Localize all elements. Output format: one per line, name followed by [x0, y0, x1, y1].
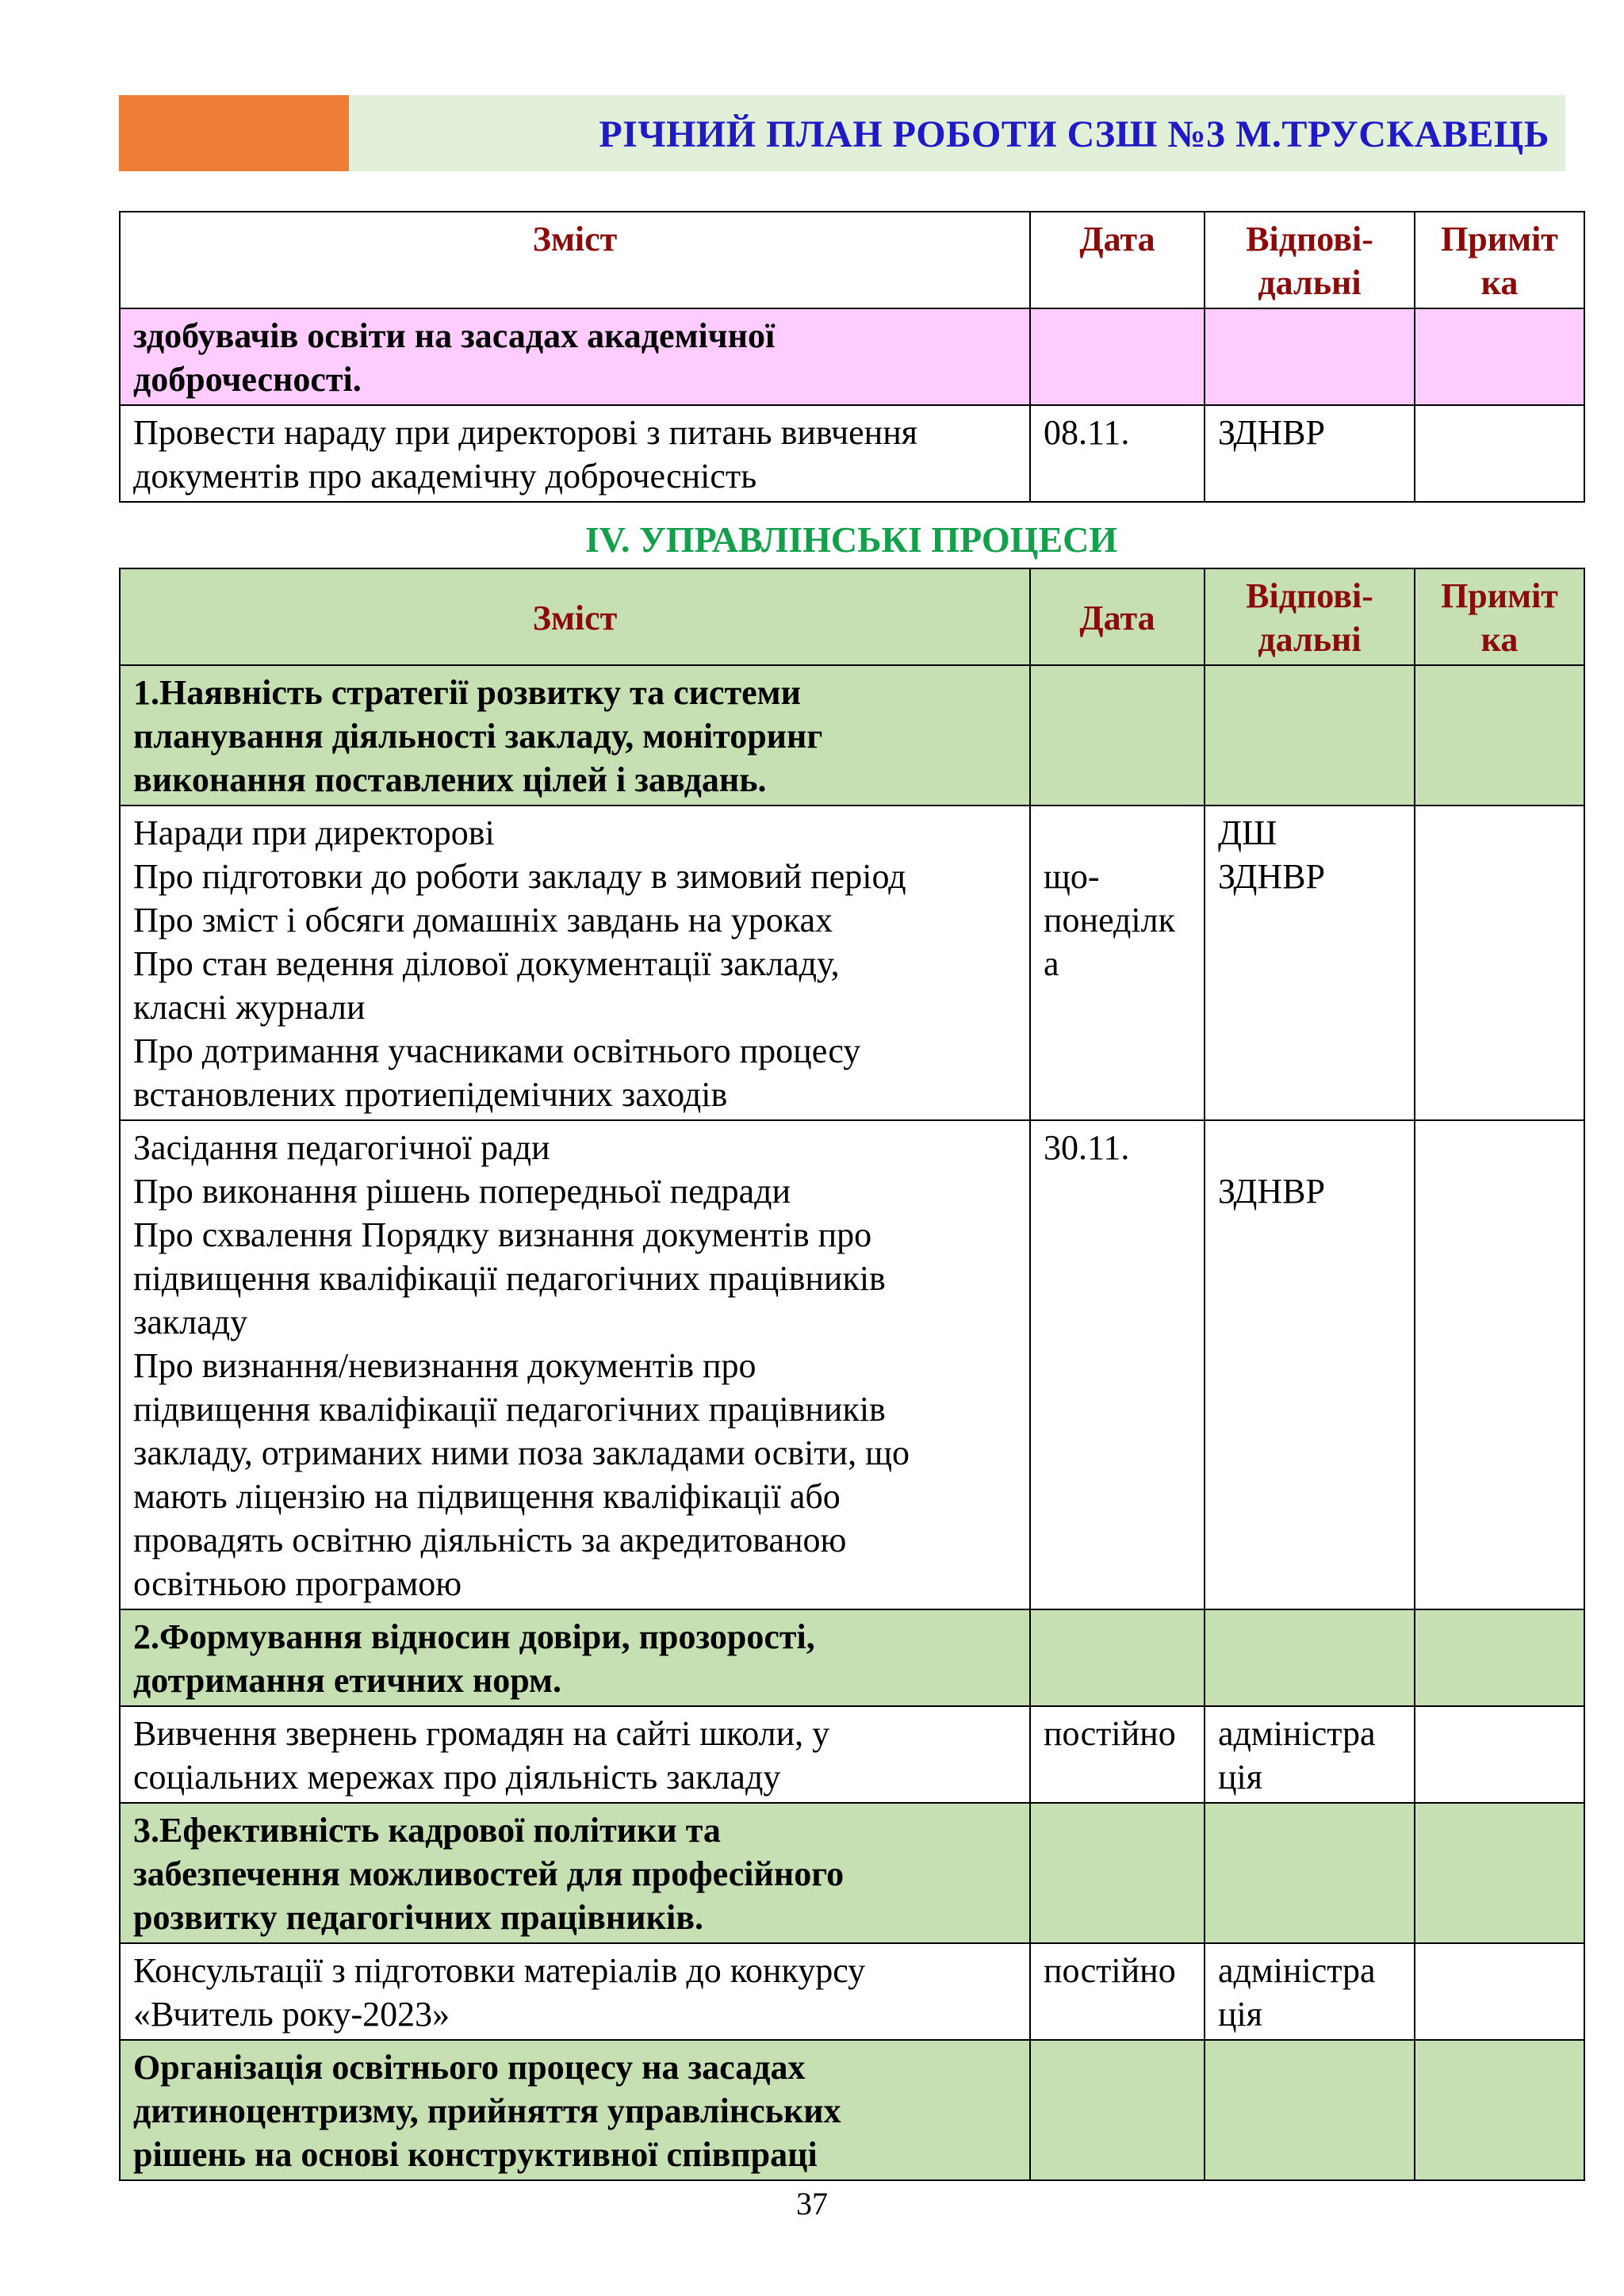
note-cell — [1415, 308, 1584, 405]
section-cell: Організація освітнього процесу на засадах дитиноцентризму, прийняття управлінських рішень на основі конструктивної співпраці — [120, 2040, 1030, 2180]
note-cell — [1415, 1120, 1584, 1609]
section-cell: 1.Наявність стратегії розвитку та системи планування діяльності закладу, моніторинг виконання поставлених цілей і завдань. — [120, 665, 1030, 806]
date-cell — [1030, 1803, 1205, 1943]
header-orange-block — [119, 95, 349, 171]
table-row — [120, 665, 1584, 806]
date-cell — [1030, 1609, 1205, 1706]
page-header — [119, 95, 1565, 171]
date-cell: 30.11. — [1030, 1120, 1205, 1609]
date-cell — [1030, 665, 1205, 806]
table-row — [120, 308, 1584, 405]
date-cell: що- понеділк а — [1030, 806, 1205, 1120]
date-cell: постійно — [1030, 1943, 1205, 2040]
responsible-cell — [1205, 1803, 1415, 1943]
content-cell: Провести нараду при директорові з питань вивчення документів про академічну доброчесність — [120, 405, 1030, 502]
responsible-cell — [1205, 308, 1415, 405]
col-header-responsible: Відпові- дальні — [1205, 212, 1415, 308]
note-cell — [1415, 1943, 1584, 2040]
section-cell: 3.Ефективність кадрової політики та забезпечення можливостей для професійного розвитку педагогічних працівників. — [120, 1803, 1030, 1943]
note-cell — [1415, 1803, 1584, 1943]
responsible-cell: ДШ ЗДНВР — [1205, 806, 1415, 1120]
note-cell — [1415, 1706, 1584, 1803]
col-header-note: Приміт ка — [1415, 568, 1584, 665]
table-row — [120, 1706, 1584, 1803]
date-cell: 08.11. — [1030, 405, 1205, 502]
date-cell — [1030, 2040, 1205, 2180]
col-header-content: Зміст — [120, 568, 1030, 665]
note-cell — [1415, 665, 1584, 806]
table-row — [120, 405, 1584, 502]
page-number: 37 — [796, 2186, 828, 2221]
table-row — [120, 1943, 1584, 2040]
table-row — [120, 806, 1584, 1120]
plan-table-2 — [119, 568, 1585, 2181]
responsible-cell: адміністра ція — [1205, 1943, 1415, 2040]
content-cell: Наради при директорові Про підготовки до роботи закладу в зимовий період Про зміст і обсяги домашніх завдань на уроках Про стан ведення ділової документації закладу, класні журнали Про дотримання учасниками освітнього процесу встановлених протиепідемічних заходів — [120, 806, 1030, 1120]
table-row — [120, 1609, 1584, 1706]
responsible-cell — [1205, 665, 1415, 806]
responsible-cell: ЗДНВР — [1205, 405, 1415, 502]
responsible-cell — [1205, 1609, 1415, 1706]
section-cell: здобувачів освіти на засадах академічної доброчесності. — [120, 308, 1030, 405]
col-header-date: Дата — [1030, 568, 1205, 665]
header-green-block — [349, 95, 1565, 171]
table-row — [120, 2040, 1584, 2180]
date-cell — [1030, 308, 1205, 405]
note-cell — [1415, 2040, 1584, 2180]
col-header-responsible: Відпові- дальні — [1205, 568, 1415, 665]
section-cell: 2.Формування відносин довіри, прозорості, дотримання етичних норм. — [120, 1609, 1030, 1706]
col-header-date: Дата — [1030, 212, 1205, 308]
responsible-cell: адміністра ція — [1205, 1706, 1415, 1803]
note-cell — [1415, 806, 1584, 1120]
note-cell — [1415, 405, 1584, 502]
plan-table-1 — [119, 211, 1585, 503]
header-title: РІЧНИЙ ПЛАН РОБОТИ СЗШ №3 М.ТРУСКАВЕЦЬ — [599, 113, 1549, 155]
content-cell: Консультації з підготовки матеріалів до конкурсу «Вчитель року-2023» — [120, 1943, 1030, 2040]
content-cell: Засідання педагогічної ради Про виконання рішень попередньої педради Про схвалення Порядку визнання документів про підвищення кваліфікації педагогічних працівників закладу Про визнання/невизнання документів про підвищення кваліфікації педагогічних працівників закладу, отриманих ними поза закладами освіти, що мають ліцензію на підвищення кваліфікації або провадять освітню діяльність за акредитованою освітньою програмою — [120, 1120, 1030, 1609]
table-row — [120, 1803, 1584, 1943]
col-header-content: Зміст — [120, 212, 1030, 308]
col-header-note: Приміт ка — [1415, 212, 1584, 308]
responsible-cell — [1205, 2040, 1415, 2180]
content-cell: Вивчення звернень громадян на сайті школи, у соціальних мережах про діяльність закладу — [120, 1706, 1030, 1803]
table-row — [120, 1120, 1584, 1609]
note-cell — [1415, 1609, 1584, 1706]
date-cell: постійно — [1030, 1706, 1205, 1803]
section-title: IV. УПРАВЛІНСЬКІ ПРОЦЕСИ — [584, 519, 1118, 560]
responsible-cell: ЗДНВР — [1205, 1120, 1415, 1609]
